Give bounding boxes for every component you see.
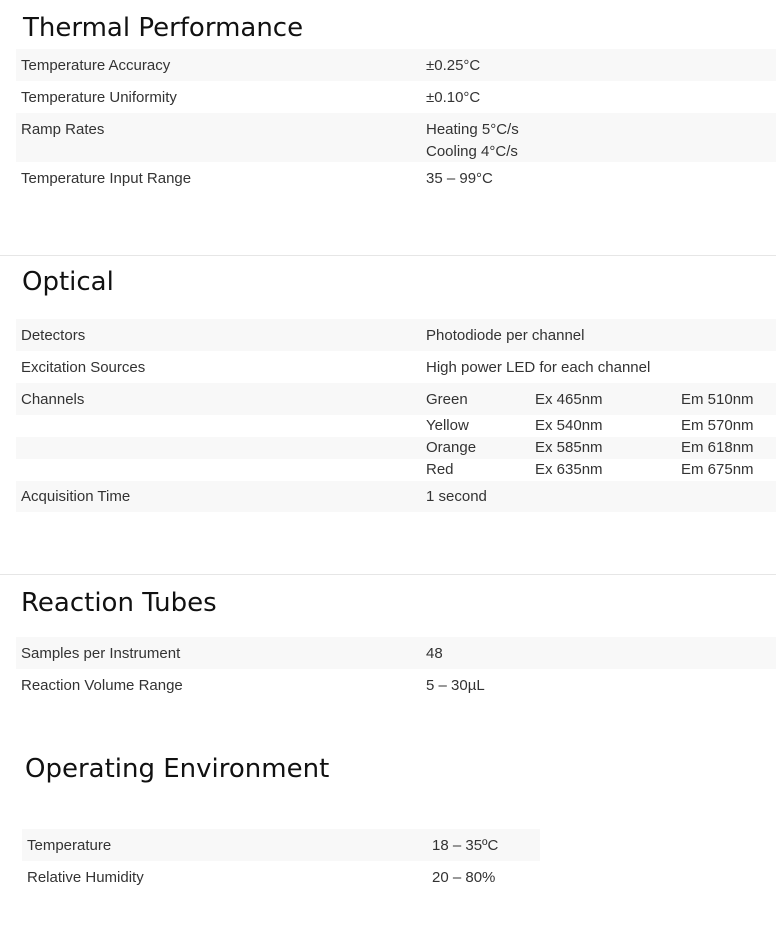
spec-value: 1 second <box>426 488 487 505</box>
spec-row-reaction-volume-range <box>16 669 776 701</box>
spec-value: ±0.25°C <box>426 57 481 74</box>
operating-environment-heading: Operating Environment <box>25 754 330 784</box>
spec-row-ramp-rates <box>16 113 776 162</box>
spec-row-acquisition-time <box>16 481 776 512</box>
spec-value: 20 – 80% <box>432 869 496 886</box>
thermal-performance-heading: Thermal Performance <box>23 13 304 43</box>
section-divider <box>0 574 776 575</box>
spec-value: 35 – 99°C <box>426 170 493 187</box>
channel-row-orange <box>16 437 776 459</box>
optical-heading: Optical <box>22 267 114 297</box>
channel-emission: Em 618nm <box>681 439 754 456</box>
spec-label: Detectors <box>21 327 86 344</box>
spec-value: ±0.10°C <box>426 89 481 106</box>
channel-row-red <box>16 459 776 481</box>
spec-label: Temperature Uniformity <box>21 89 177 106</box>
spec-label: Ramp Rates <box>21 121 105 138</box>
spec-value-heating: Heating 5°C/s <box>426 121 519 138</box>
channel-excitation: Ex 585nm <box>535 439 603 456</box>
channel-name: Orange <box>426 439 477 456</box>
spec-row-detectors <box>16 319 776 351</box>
spec-label: Relative Humidity <box>27 869 144 886</box>
spec-row-channels <box>16 383 776 415</box>
spec-label: Samples per Instrument <box>21 645 181 662</box>
channel-emission: Em 510nm <box>681 391 754 408</box>
spec-label: Temperature Input Range <box>21 170 192 187</box>
spec-row-temperature-input-range <box>16 162 776 194</box>
channel-row-yellow <box>16 415 776 437</box>
spec-label: Temperature <box>27 837 112 854</box>
spec-value-cooling: Cooling 4°C/s <box>426 143 518 160</box>
spec-row-relative-humidity <box>22 861 540 893</box>
spec-label: Temperature Accuracy <box>21 57 171 74</box>
spec-row-excitation-sources <box>16 351 776 383</box>
spec-label: Excitation Sources <box>21 359 146 376</box>
spec-row-temperature <box>22 829 540 861</box>
channel-excitation: Ex 540nm <box>535 417 603 434</box>
spec-row-samples-per-instrument <box>16 637 776 669</box>
spec-value: 5 – 30µL <box>426 677 485 694</box>
spec-row-temperature-uniformity <box>16 81 776 113</box>
reaction-tubes-heading: Reaction Tubes <box>21 588 217 618</box>
channel-excitation: Ex 465nm <box>535 391 603 408</box>
spec-value: 48 <box>426 645 443 662</box>
spec-row-temperature-accuracy <box>16 49 776 81</box>
channel-name: Green <box>426 391 468 408</box>
spec-label: Reaction Volume Range <box>21 677 183 694</box>
spec-label: Acquisition Time <box>21 488 131 505</box>
channel-excitation: Ex 635nm <box>535 461 603 478</box>
channel-name: Red <box>426 461 454 478</box>
channel-emission: Em 570nm <box>681 417 754 434</box>
channel-emission: Em 675nm <box>681 461 754 478</box>
section-divider <box>0 255 776 256</box>
spec-value: 18 – 35ºC <box>432 837 499 854</box>
spec-label: Channels <box>21 391 85 408</box>
channel-name: Yellow <box>426 417 469 434</box>
spec-value: Photodiode per channel <box>426 327 585 344</box>
spec-value: High power LED for each channel <box>426 359 651 376</box>
